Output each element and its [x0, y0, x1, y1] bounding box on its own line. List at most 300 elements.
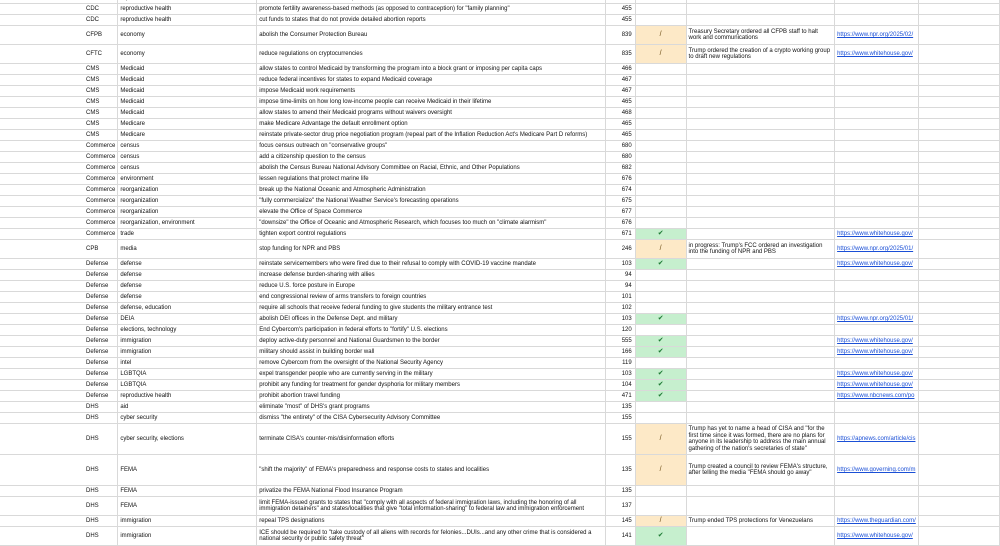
agency-cell: DHS — [0, 413, 118, 424]
status-cell — [635, 141, 686, 152]
empty-cell — [919, 527, 1000, 546]
action-cell: reduce federal incentives for states to expand Medicaid coverage — [257, 75, 605, 86]
status-cell — [635, 292, 686, 303]
action-cell: require all schools that receive federal funding to give students the military entrance test — [257, 303, 605, 314]
empty-cell — [919, 108, 1000, 119]
empty-cell — [919, 141, 1000, 152]
link-cell[interactable] — [835, 4, 919, 15]
link-cell[interactable]: https://www.theguardian.com/ — [835, 516, 919, 527]
link-cell[interactable]: https://www.whitehouse.gov/ — [835, 45, 919, 64]
agency-cell: CMS — [0, 75, 118, 86]
table-row — [0, 303, 1000, 314]
table-row — [0, 486, 1000, 497]
note-cell: Trump created a council to review FEMA's structure, after telling the media "FEMA should go away" — [686, 455, 835, 486]
action-cell: prohibit any funding for treatment for gender dysphoria for military members — [257, 380, 605, 391]
agency-cell: Commerce — [0, 163, 118, 174]
agency-cell: Defense — [0, 347, 118, 358]
empty-cell — [919, 218, 1000, 229]
empty-cell — [919, 45, 1000, 64]
table-row — [0, 455, 1000, 486]
status-cell — [635, 174, 686, 185]
status-cell — [635, 303, 686, 314]
action-cell: end congressional review of arms transfers to foreign countries — [257, 292, 605, 303]
status-cell — [635, 497, 686, 516]
link-cell[interactable] — [835, 130, 919, 141]
status-done-cell: ✔ — [635, 347, 686, 358]
page-cell: 145 — [605, 516, 635, 527]
note-cell — [686, 486, 835, 497]
empty-cell — [919, 516, 1000, 527]
page-cell: 137 — [605, 497, 635, 516]
table-row — [0, 196, 1000, 207]
status-cell — [635, 185, 686, 196]
area-cell: cyber security, elections — [118, 424, 257, 455]
action-cell: cut funds to states that do not provide detailed abortion reports — [257, 15, 605, 26]
action-cell: impose Medicaid work requirements — [257, 86, 605, 97]
status-cell — [635, 75, 686, 86]
empty-cell — [919, 163, 1000, 174]
action-cell: allow states to amend their Medicaid programs without waivers oversight — [257, 108, 605, 119]
area-cell: FEMA — [118, 455, 257, 486]
page-cell: 676 — [605, 218, 635, 229]
empty-cell — [919, 303, 1000, 314]
page-cell: 455 — [605, 4, 635, 15]
table-row — [0, 292, 1000, 303]
area-cell: Medicaid — [118, 64, 257, 75]
status-cell — [635, 196, 686, 207]
link-cell[interactable]: https://apnews.com/article/cis — [835, 424, 919, 455]
note-cell — [686, 292, 835, 303]
agency-cell: Defense — [0, 314, 118, 325]
agency-cell: Commerce — [0, 185, 118, 196]
table-row — [0, 141, 1000, 152]
action-cell: abolish the Consumer Protection Bureau — [257, 26, 605, 45]
link-cell[interactable] — [835, 413, 919, 424]
table-row — [0, 15, 1000, 26]
empty-cell — [919, 64, 1000, 75]
action-cell: increase defense burden-sharing with allies — [257, 270, 605, 281]
note-cell: Trump ordered the creation of a crypto working group to draft new regulations — [686, 45, 835, 64]
page-cell: 674 — [605, 185, 635, 196]
status-cell — [635, 281, 686, 292]
table-row — [0, 424, 1000, 455]
status-cell — [635, 358, 686, 369]
empty-cell — [919, 486, 1000, 497]
note-cell — [686, 527, 835, 546]
status-progress-cell: / — [635, 240, 686, 259]
page-cell: 471 — [605, 391, 635, 402]
note-cell — [686, 15, 835, 26]
note-cell — [686, 281, 835, 292]
link-cell[interactable] — [835, 119, 919, 130]
status-cell — [635, 325, 686, 336]
note-cell — [686, 229, 835, 240]
empty-cell — [919, 26, 1000, 45]
table-row — [0, 152, 1000, 163]
agency-cell: Defense — [0, 336, 118, 347]
link-cell[interactable] — [835, 163, 919, 174]
table-row — [0, 130, 1000, 141]
link-cell[interactable] — [835, 486, 919, 497]
area-cell: Medicaid — [118, 75, 257, 86]
page-cell: 680 — [605, 152, 635, 163]
agency-cell: CMS — [0, 108, 118, 119]
note-cell — [686, 207, 835, 218]
action-cell: reduce U.S. force posture in Europe — [257, 281, 605, 292]
note-cell — [686, 413, 835, 424]
empty-cell — [919, 380, 1000, 391]
note-cell — [686, 86, 835, 97]
agency-cell: Defense — [0, 358, 118, 369]
page-cell: 102 — [605, 303, 635, 314]
page-cell: 835 — [605, 45, 635, 64]
note-cell — [686, 358, 835, 369]
page-cell: 119 — [605, 358, 635, 369]
link-cell[interactable] — [835, 196, 919, 207]
area-cell: FEMA — [118, 497, 257, 516]
page-cell: 94 — [605, 281, 635, 292]
area-cell: immigration — [118, 347, 257, 358]
status-cell — [635, 402, 686, 413]
page-cell: 155 — [605, 413, 635, 424]
status-cell — [635, 270, 686, 281]
empty-cell — [919, 281, 1000, 292]
page-cell: 671 — [605, 229, 635, 240]
area-cell: cyber security — [118, 413, 257, 424]
page-cell: 465 — [605, 130, 635, 141]
area-cell: immigration — [118, 527, 257, 546]
action-cell: reinstate private-sector drug price negotiation program (repeal part of the Inflation Reduction Act's Medicare Part D reforms) — [257, 130, 605, 141]
table-row — [0, 497, 1000, 516]
status-progress-cell: / — [635, 516, 686, 527]
agency-cell: Defense — [0, 292, 118, 303]
link-cell[interactable]: https://www.whitehouse.gov/ — [835, 229, 919, 240]
table-row — [0, 75, 1000, 86]
page-cell: 135 — [605, 486, 635, 497]
action-cell: break up the National Oceanic and Atmospheric Administration — [257, 185, 605, 196]
note-cell — [686, 130, 835, 141]
empty-cell — [919, 229, 1000, 240]
empty-cell — [919, 358, 1000, 369]
action-cell: expel transgender people who are currently serving in the military — [257, 369, 605, 380]
empty-cell — [919, 240, 1000, 259]
page-cell: 466 — [605, 64, 635, 75]
area-cell: LGBTQIA — [118, 369, 257, 380]
empty-cell — [919, 336, 1000, 347]
area-cell: defense — [118, 292, 257, 303]
status-progress-cell: / — [635, 455, 686, 486]
note-cell — [686, 196, 835, 207]
note-cell — [686, 4, 835, 15]
agency-cell: CMS — [0, 86, 118, 97]
status-cell — [635, 86, 686, 97]
empty-cell — [919, 97, 1000, 108]
page-cell: 135 — [605, 402, 635, 413]
page-cell: 677 — [605, 207, 635, 218]
table-row — [0, 358, 1000, 369]
area-cell: census — [118, 141, 257, 152]
status-cell — [635, 413, 686, 424]
link-cell[interactable]: https://www.nbcnews.com/po — [835, 391, 919, 402]
action-cell: remove Cybercom from the oversight of the National Security Agency — [257, 358, 605, 369]
empty-cell — [919, 413, 1000, 424]
area-cell: elections, technology — [118, 325, 257, 336]
agency-cell: DHS — [0, 455, 118, 486]
agency-cell: CFPB — [0, 26, 118, 45]
action-cell: make Medicare Advantage the default enrollment option — [257, 119, 605, 130]
page-cell: 467 — [605, 86, 635, 97]
link-cell[interactable] — [835, 174, 919, 185]
action-cell: "downsize" the Office of Oceanic and Atmospheric Research, which focuses too much on "climate alarmism" — [257, 218, 605, 229]
page-cell: 839 — [605, 26, 635, 45]
action-cell: stop funding for NPR and PBS — [257, 240, 605, 259]
page-cell: 103 — [605, 369, 635, 380]
agency-cell: DHS — [0, 527, 118, 546]
action-cell: deploy active-duty personnel and National Guardsmen to the border — [257, 336, 605, 347]
empty-cell — [919, 174, 1000, 185]
table-row — [0, 163, 1000, 174]
area-cell: Medicare — [118, 119, 257, 130]
note-cell — [686, 303, 835, 314]
link-cell[interactable] — [835, 185, 919, 196]
link-cell[interactable] — [835, 141, 919, 152]
link-cell[interactable]: https://www.whitehouse.gov/ — [835, 380, 919, 391]
note-cell — [686, 108, 835, 119]
agency-cell: Commerce — [0, 141, 118, 152]
page-cell: 94 — [605, 270, 635, 281]
table-row — [0, 86, 1000, 97]
agency-cell: CMS — [0, 130, 118, 141]
page-cell: 555 — [605, 336, 635, 347]
link-cell[interactable]: https://www.governing.com/m — [835, 455, 919, 486]
agency-cell: Defense — [0, 369, 118, 380]
note-cell — [686, 270, 835, 281]
empty-cell — [919, 369, 1000, 380]
page-cell: 676 — [605, 174, 635, 185]
table-row — [0, 240, 1000, 259]
note-cell: Trump has yet to name a head of CISA and "for the first time since it was formed, there are no plans for anyone in its leadership to address the main annual gathering of the nation's secretaries of state" — [686, 424, 835, 455]
action-cell: "shift the majority" of FEMA's preparedness and response costs to states and localities — [257, 455, 605, 486]
area-cell: DEIA — [118, 314, 257, 325]
status-done-cell: ✔ — [635, 314, 686, 325]
table-row — [0, 185, 1000, 196]
link-cell[interactable] — [835, 497, 919, 516]
agency-cell: CMS — [0, 119, 118, 130]
empty-cell — [919, 152, 1000, 163]
empty-cell — [919, 185, 1000, 196]
table-row — [0, 413, 1000, 424]
table-row — [0, 369, 1000, 380]
note-cell — [686, 369, 835, 380]
action-cell: tighten export control regulations — [257, 229, 605, 240]
empty-cell — [919, 455, 1000, 486]
action-cell: focus census outreach on "conservative groups" — [257, 141, 605, 152]
status-done-cell: ✔ — [635, 229, 686, 240]
empty-cell — [919, 292, 1000, 303]
link-cell[interactable] — [835, 281, 919, 292]
link-cell[interactable] — [835, 97, 919, 108]
link-cell[interactable]: https://www.whitehouse.gov/ — [835, 336, 919, 347]
area-cell: aid — [118, 402, 257, 413]
agency-cell: CMS — [0, 64, 118, 75]
table-row — [0, 259, 1000, 270]
area-cell: reproductive health — [118, 391, 257, 402]
area-cell: LGBTQIA — [118, 380, 257, 391]
empty-cell — [919, 130, 1000, 141]
area-cell: defense — [118, 259, 257, 270]
area-cell: reproductive health — [118, 4, 257, 15]
agency-cell: Commerce — [0, 174, 118, 185]
link-cell[interactable] — [835, 402, 919, 413]
agency-cell: CFTC — [0, 45, 118, 64]
action-cell: reinstate servicemembers who were fired due to their refusal to comply with COVID-19 vaccine mandate — [257, 259, 605, 270]
page-cell: 680 — [605, 141, 635, 152]
note-cell — [686, 391, 835, 402]
note-cell — [686, 152, 835, 163]
table-row — [0, 380, 1000, 391]
note-cell: Trump ended TPS protections for Venezuelans — [686, 516, 835, 527]
empty-cell — [919, 15, 1000, 26]
note-cell — [686, 141, 835, 152]
link-cell[interactable] — [835, 86, 919, 97]
page-cell: 455 — [605, 15, 635, 26]
agency-cell: Defense — [0, 325, 118, 336]
action-cell: promote fertility awareness-based methods (as opposed to contraception) for "family planning" — [257, 4, 605, 15]
page-cell: 103 — [605, 314, 635, 325]
page-cell: 155 — [605, 424, 635, 455]
area-cell: defense — [118, 270, 257, 281]
action-cell: impose time-limits on how long low-income people can receive Medicaid in their lifetime — [257, 97, 605, 108]
area-cell: reorganization, environment — [118, 218, 257, 229]
action-cell: add a citizenship question to the census — [257, 152, 605, 163]
status-progress-cell: / — [635, 26, 686, 45]
status-done-cell: ✔ — [635, 380, 686, 391]
empty-cell — [919, 325, 1000, 336]
link-cell[interactable]: https://www.whitehouse.gov/ — [835, 527, 919, 546]
status-done-cell: ✔ — [635, 259, 686, 270]
empty-cell — [919, 86, 1000, 97]
agency-cell: DHS — [0, 486, 118, 497]
action-cell: abolish the Census Bureau National Advisory Committee on Racial, Ethnic, and Other Populations — [257, 163, 605, 174]
table-row — [0, 391, 1000, 402]
note-cell — [686, 325, 835, 336]
agency-cell: Defense — [0, 259, 118, 270]
status-cell — [635, 108, 686, 119]
action-cell: elevate the Office of Space Commerce — [257, 207, 605, 218]
action-cell: dismiss "the entirety" of the CISA Cybersecurity Advisory Committee — [257, 413, 605, 424]
area-cell: intel — [118, 358, 257, 369]
page-cell: 141 — [605, 527, 635, 546]
note-cell — [686, 497, 835, 516]
action-cell: allow states to control Medicaid by transforming the program into a block grant or imposing per capita caps — [257, 64, 605, 75]
area-cell: defense, education — [118, 303, 257, 314]
agency-cell: CMS — [0, 97, 118, 108]
empty-cell — [919, 270, 1000, 281]
agency-cell: Defense — [0, 281, 118, 292]
empty-cell — [919, 497, 1000, 516]
link-cell[interactable] — [835, 292, 919, 303]
note-cell — [686, 119, 835, 130]
table-row — [0, 229, 1000, 240]
empty-cell — [919, 4, 1000, 15]
note-cell — [686, 336, 835, 347]
link-cell[interactable] — [835, 75, 919, 86]
area-cell: immigration — [118, 516, 257, 527]
status-cell — [635, 64, 686, 75]
status-progress-cell: / — [635, 45, 686, 64]
link-cell[interactable]: https://www.whitehouse.gov/ — [835, 259, 919, 270]
link-cell[interactable] — [835, 207, 919, 218]
note-cell — [686, 402, 835, 413]
link-cell[interactable]: https://www.whitehouse.gov/ — [835, 347, 919, 358]
agency-cell: CPB — [0, 240, 118, 259]
link-cell[interactable] — [835, 15, 919, 26]
agency-cell: Defense — [0, 380, 118, 391]
status-cell — [635, 152, 686, 163]
page-cell: 468 — [605, 108, 635, 119]
area-cell: census — [118, 152, 257, 163]
note-cell — [686, 75, 835, 86]
note-cell — [686, 163, 835, 174]
note-cell — [686, 97, 835, 108]
area-cell: FEMA — [118, 486, 257, 497]
status-done-cell: ✔ — [635, 336, 686, 347]
area-cell: reproductive health — [118, 15, 257, 26]
status-done-cell: ✔ — [635, 527, 686, 546]
action-cell: "fully commercialize" the National Weather Service's forecasting operations — [257, 196, 605, 207]
link-cell[interactable]: https://www.npr.org/2025/02/ — [835, 26, 919, 45]
table-row — [0, 270, 1000, 281]
area-cell: reorganization — [118, 185, 257, 196]
link-cell[interactable] — [835, 303, 919, 314]
status-progress-cell: / — [635, 424, 686, 455]
area-cell: economy — [118, 26, 257, 45]
link-cell[interactable] — [835, 358, 919, 369]
agency-cell: DHS — [0, 424, 118, 455]
link-cell[interactable]: https://www.npr.org/2025/01/ — [835, 314, 919, 325]
link-cell[interactable] — [835, 64, 919, 75]
agency-cell: Defense — [0, 303, 118, 314]
link-cell[interactable] — [835, 270, 919, 281]
table-row — [0, 347, 1000, 358]
note-cell — [686, 174, 835, 185]
empty-cell — [919, 314, 1000, 325]
area-cell: Medicare — [118, 130, 257, 141]
link-cell[interactable]: https://www.whitehouse.gov/ — [835, 369, 919, 380]
empty-cell — [919, 75, 1000, 86]
status-done-cell: ✔ — [635, 391, 686, 402]
page-cell: 120 — [605, 325, 635, 336]
agency-cell: Commerce — [0, 152, 118, 163]
status-cell — [635, 130, 686, 141]
action-cell: repeal TPS designations — [257, 516, 605, 527]
agency-cell: DHS — [0, 497, 118, 516]
area-cell: reorganization — [118, 207, 257, 218]
note-cell — [686, 347, 835, 358]
link-cell[interactable] — [835, 108, 919, 119]
link-cell[interactable] — [835, 152, 919, 163]
action-cell: privatize the FEMA National Flood Insurance Program — [257, 486, 605, 497]
table-row — [0, 207, 1000, 218]
page-cell: 465 — [605, 119, 635, 130]
link-cell[interactable]: https://www.npr.org/2025/01/ — [835, 240, 919, 259]
link-cell[interactable] — [835, 218, 919, 229]
link-cell[interactable] — [835, 325, 919, 336]
note-cell: Treasury Secretary ordered all CFPB staff to halt work and communications — [686, 26, 835, 45]
area-cell: Medicaid — [118, 97, 257, 108]
action-cell: terminate CISA's counter-mis/disinformation efforts — [257, 424, 605, 455]
page-cell: 166 — [605, 347, 635, 358]
